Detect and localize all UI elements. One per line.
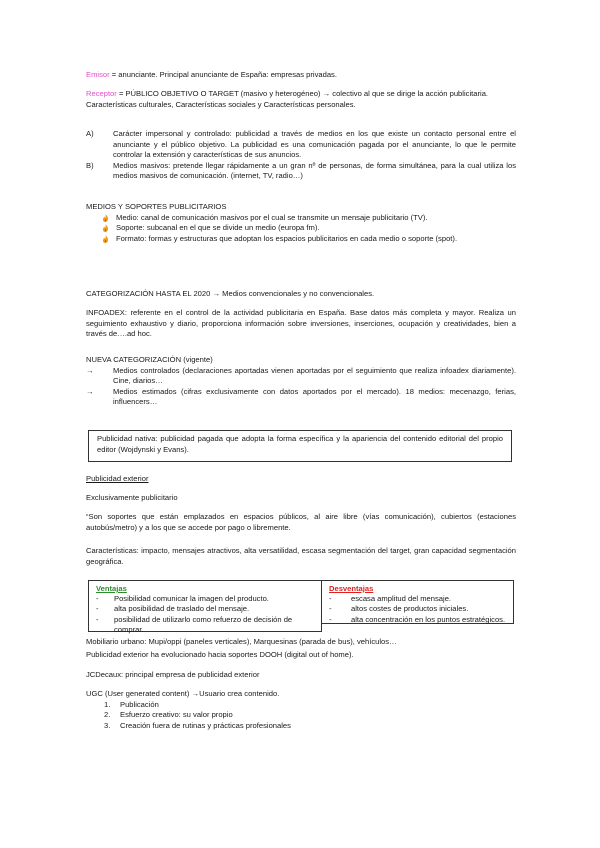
section-heading-suffix: (vigente) <box>181 355 213 364</box>
receptor-paragraph <box>86 89 516 110</box>
list-item-text: Medios controlados (declaraciones aportadas vienen aportadas por el seguimiento que realiza infoadex diariamente). Cine, diarios… <box>113 365 516 386</box>
desventajas-title: Desventajas <box>329 584 374 593</box>
section-heading: MEDIOS Y SOPORTES PUBLICITARIOS <box>86 202 227 211</box>
ugc-heading: UGC (User generated content) →Usuario crea contenido. <box>86 689 280 698</box>
list-item-text: posibilidad de utilizarlo como refuerzo de decisión de comprar. <box>114 614 293 634</box>
desventajas-box <box>321 580 514 624</box>
list-item-text: alta concentración en los puntos estratégicos. <box>351 614 506 624</box>
receptor-text: = PÚBLICO OBJETIVO O TARGET (masivo y heterogéneo) → colectivo al que se dirige la acción publicitaria. Características culturales, Características sociales y Características personales. <box>86 89 489 109</box>
ab-list <box>86 129 516 182</box>
dash-marker: - <box>96 614 99 624</box>
list-item-text: Esfuerzo creativo: su valor propio <box>120 710 233 720</box>
dash-marker: - <box>329 614 332 624</box>
list-item <box>96 615 314 635</box>
emisor-label: Emisor <box>86 70 110 79</box>
list-item <box>329 604 506 614</box>
exterior-quote-paragraph: “Son soportes que están emplazados en espacios públicos, al aire libre (vías comunicación), cubiertos (estaciones autobús/metro) y a los que se accede por pago o libremente. <box>86 512 516 532</box>
caracteristicas-paragraph: Características: impacto, mensajes atractivos, alta versatilidad, escasa segmentación del target, gran capacidad segmentación geográfica. <box>86 546 516 566</box>
list-marker: B) <box>86 160 94 170</box>
jcdecaux-line: JCDecaux: principal empresa de publicidad exterior <box>86 670 260 679</box>
list-item-text: Formato: formas y estructuras que adoptan los espacios publicitarios en cada medio o soporte (spot). <box>116 233 458 243</box>
list-item <box>86 366 516 387</box>
flame-bullet-icon <box>102 235 109 243</box>
list-item <box>96 604 314 614</box>
flame-bullet-icon <box>102 224 109 232</box>
infoadex-paragraph: INFOADEX: referente en el control de la actividad publicitaria en España. Base datos más completa y mayor. Realiza un seguimiento exhaustivo y diario, proporciona información sobre inversiones, inserciones, ocupación y creatividades, bien a través de….ad hoc. <box>86 308 516 339</box>
dooh-line: Publicidad exterior ha evolucionado hacia soportes DOOH (digital out of home). <box>86 650 354 659</box>
list-item <box>86 213 516 224</box>
list-marker: A) <box>86 129 94 138</box>
publicidad-exterior-subheading: Exclusivamente publicitario <box>86 493 178 502</box>
emisor-text: = anunciante. Principal anunciante de España: empresas privadas. <box>109 70 337 79</box>
mobiliario-line: Mobiliario urbano: Mupi/oppi (paneles verticales), Marquesinas (parada de bus), vehículos… <box>86 637 397 646</box>
list-number: 2. <box>104 710 111 720</box>
list-item-text: altos costes de productos iniciales. <box>351 604 469 614</box>
list-item-text: Soporte: subcanal en el que se divide un medio (europa fm). <box>116 223 320 233</box>
list-item <box>329 615 506 625</box>
ventajas-box <box>88 580 322 632</box>
arrow-icon: → <box>86 365 94 375</box>
medios-section <box>86 202 516 244</box>
flame-bullet-icon <box>102 214 109 222</box>
dash-marker: - <box>329 604 332 614</box>
list-item-text: Creación fuera de rutinas y prácticas profesionales <box>120 720 291 730</box>
list-item-text: Publicación <box>120 699 159 709</box>
list-item-text: Medios estimados (cifras exclusivamente con datos aportados por el mercado). 18 medios: mecenazgo, ferias, influencers… <box>113 386 516 407</box>
receptor-label: Receptor <box>86 89 117 98</box>
list-item <box>86 700 516 711</box>
categorizacion-line: CATEGORIZACIÓN HASTA EL 2020 → Medios convencionales y no convencionales. <box>86 289 375 298</box>
heading-text: Publicidad exterior <box>86 474 149 483</box>
publicidad-nativa-box: Publicidad nativa: publicidad pagada que adopta la forma específica y la apariencia del contenido editorial del propio editor (Wojdynski y Evans). <box>88 430 512 462</box>
arrow-icon: → <box>86 386 94 396</box>
list-item-text: Posibilidad comunicar la imagen del producto. <box>114 594 269 604</box>
list-number: 3. <box>104 720 111 730</box>
list-item <box>86 161 516 182</box>
list-item-text: escasa amplitud del mensaje. <box>351 594 452 604</box>
publicidad-exterior-heading <box>86 474 516 485</box>
list-item <box>86 721 516 732</box>
list-item <box>86 710 516 721</box>
list-item-text: Medio: canal de comunicación masivos por el cual se transmite un mensaje publicitario (TV). <box>116 212 428 222</box>
section-heading <box>86 355 516 366</box>
list-item-text: Carácter impersonal y controlado: publicidad a través de medios en los que existe un contacto personal entre el anunciante y el público objetivo. La publicidad es una comunicación pagada por el anunciante, lo que le permite controlar la extensión y características de sus anuncios. <box>113 129 516 160</box>
list-item-text: Medios masivos: pretende llegar rápidamente a un gran nº de personas, de forma simultánea, para la cual utiliza los medios masivos de comunicación. (internet, TV, radio…) <box>113 160 516 181</box>
list-item <box>86 234 516 245</box>
dash-marker: - <box>329 594 332 604</box>
list-number: 1. <box>104 699 111 709</box>
dash-marker: - <box>96 604 99 614</box>
nueva-categorizacion-section <box>86 355 516 408</box>
dash-marker: - <box>96 594 99 604</box>
list-item <box>86 129 516 161</box>
emisor-line <box>86 70 516 81</box>
list-item <box>329 594 506 604</box>
list-item <box>86 223 516 234</box>
list-item <box>86 387 516 408</box>
ugc-section <box>86 689 516 731</box>
ventajas-title: Ventajas <box>96 584 127 593</box>
list-item-text: alta posibilidad de traslado del mensaje. <box>114 604 250 614</box>
section-heading-text: NUEVA CATEGORIZACIÓN <box>86 355 182 364</box>
list-item <box>96 594 314 604</box>
